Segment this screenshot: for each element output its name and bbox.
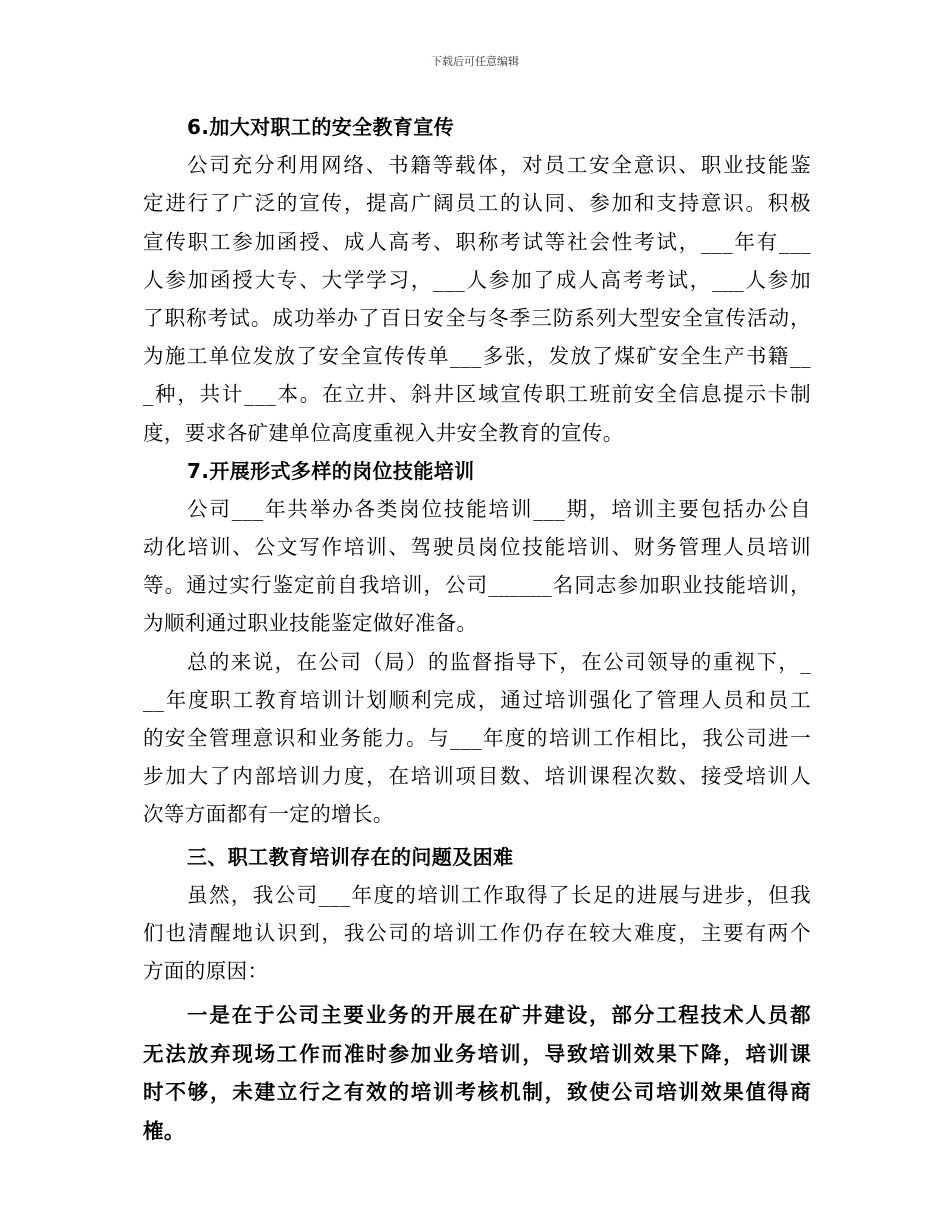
bold-paragraph-line: 时不够，未建立行之有效的培训考核机制，致使公司培训效果值得商	[143, 1080, 811, 1105]
paragraph-line: 为顺利通过职业技能鉴定做好准备。	[143, 611, 478, 636]
bold-paragraph-line: 榷。	[143, 1118, 185, 1143]
paragraph-line: 动化培训、公文写作培训、驾驶员岗位技能培训、财务管理人员培训	[143, 535, 811, 560]
section-6-heading: 6.加大对职工的安全教育宣传	[187, 115, 455, 139]
paragraph-line: 为施工单位发放了安全宣传传单___多张，发放了煤矿安全生产书籍__	[143, 344, 811, 369]
section-3-heading: 三、职工教育培训存在的问题及困难	[187, 844, 514, 869]
paragraph-line: 了职称考试。成功举办了百日安全与冬季三防系列大型安全宣传活动，	[143, 305, 811, 330]
paragraph-line: 公司充分利用网络、书籍等载体，对员工安全意识、职业技能鉴	[187, 153, 811, 178]
paragraph-line: 方面的原因：	[143, 959, 269, 984]
paragraph-line: 虽然，我公司___年度的培训工作取得了长足的进展与进步，但我	[187, 882, 811, 907]
section-7-heading: 7.开展形式多样的岗位技能培训	[187, 458, 475, 483]
paragraph-line: 次等方面都有一定的增长。	[143, 802, 394, 827]
paragraph-line: 公司___年共举办各类岗位技能培训___期，培训主要包括办公自	[187, 496, 811, 521]
document-body	[143, 108, 811, 1150]
reason-one-block	[143, 996, 811, 1150]
paragraph-line: 度，要求各矿建单位高度重视入井安全教育的宣传。	[143, 420, 624, 445]
paragraph-line: 步加大了内部培训力度，在培训项目数、培训课程次数、接受培训人	[143, 764, 811, 789]
page-header: 下载后可任意编辑	[431, 55, 519, 68]
paragraph-line: 等。通过实行鉴定前自我培训，公司______名同志参加职业技能培训，	[143, 573, 811, 598]
bold-paragraph-line: 一是在于公司主要业务的开展在矿井建设，部分工程技术人员都	[187, 1003, 811, 1028]
paragraph-line: 宣传职工参加函授、成人高考、职称考试等社会性考试，___年有___	[143, 229, 811, 254]
paragraph-line: 的安全管理意识和业务能力。与___年度的培训工作相比，我公司进一	[143, 726, 811, 750]
paragraph-line: 们也清醒地认识到，我公司的培训工作仍存在较大难度，主要有两个	[143, 920, 811, 945]
paragraph-line: 定进行了广泛的宣传，提高广阔员工的认同、参加和支持意识。积极	[143, 191, 811, 216]
bold-paragraph-line: 无法放弃现场工作而准时参加业务培训，导致培训效果下降，培训课	[143, 1041, 811, 1066]
paragraph-line: 总的来说，在公司（局）的监督指导下，在公司领导的重视下，_	[187, 649, 811, 674]
paragraph-line: __年度职工教育培训计划顺利完成，通过培训强化了管理人员和员工	[143, 687, 811, 712]
paragraph-line: _种，共计___本。在立井、斜井区域宣传职工班前安全信息提示卡制	[143, 382, 811, 407]
paragraph-line: 人参加函授大专、大学学习，___人参加了成人高考考试，___人参加	[143, 267, 811, 292]
